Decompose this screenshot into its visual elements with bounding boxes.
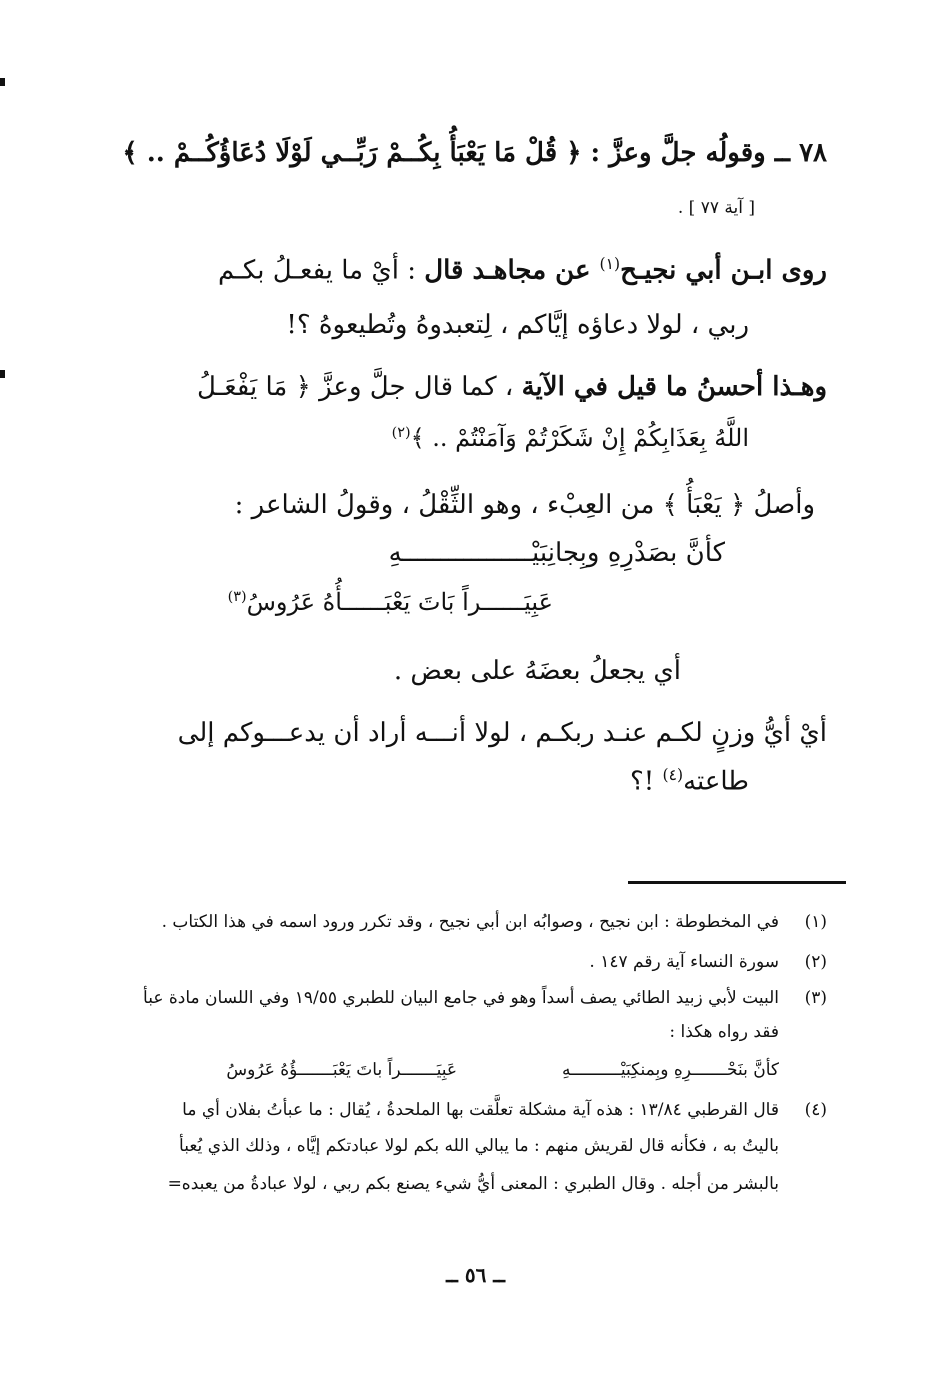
footnote-4-line-2: باليتُ به ، فكأنه قال لقريش منهم : ما يبالي الله بكم لولا عبادتكم إيَّاه ، وذلك الذي يُعبأ (179, 1136, 779, 1156)
footnote-2-number: (٢) (804, 952, 827, 972)
footnote-4-line-1: قال القرطبي ١٣/٨٤ : هذه آية مشكلة تعلَّقت بها الملحدةُ ، يُقال : ما عبأتُ بفلان أي ما (182, 1100, 779, 1120)
footnote-ref: (١) (599, 255, 621, 273)
footnote-4-number: (٤) (804, 1100, 827, 1120)
paragraph-text: : أيْ ما يفعـلُ بكـم (217, 255, 425, 286)
footnote-1-number: (١) (804, 912, 827, 932)
footnote-ref: (٢) (391, 425, 411, 441)
paragraph-1-line-2: ربي ، لولا دعاؤه إيَّاكم ، لِتعبدوهُ وتُطيعوهُ ؟! (286, 310, 749, 340)
footnote-separator (628, 881, 846, 884)
footnote-ref: (٤) (662, 766, 684, 784)
page-number: ــ ٥٦ ــ (446, 1263, 505, 1287)
paragraph-text: !؟ (629, 766, 663, 797)
poem-text: عَبِيَــــــراً بَاتَ يَعْبَــــــأُهُ عَرُوسُ (246, 588, 553, 616)
heading-line-1: ٧٨ ــ وقولُه جلَّ وعزَّ : ﴿ قُلْ مَا يَعْبَأُ بِكُــمْ رَبِّــي لَوْلَا دُعَاؤُكُــمْ .. ﴾ (122, 138, 827, 168)
heading-line-2: [ آية ٧٧ ] . (677, 198, 755, 218)
margin-mark (0, 370, 5, 378)
paragraph-2-line-1 (197, 372, 827, 402)
source-text: عن مجاهـد قال (424, 255, 600, 286)
paragraph-4-line-2 (630, 766, 749, 797)
poem-verse-2 (228, 588, 553, 616)
footnote-3-verse-b: عَبِيَـــــــراً باتَ يَعْبَـــــــؤُهُ عَرُوسُ (226, 1060, 457, 1080)
paragraph-2-line-2 (392, 424, 749, 452)
footnote-4-line-3: بالبشر من أجله . وقال الطبري : المعنى أيُّ شيء يصنع بكم ربي ، لولا عبادةُ من يعبده= (167, 1174, 779, 1194)
paragraph-1-line-1 (218, 255, 827, 286)
paragraph-3-line-1: وأصلُ ﴿ يَعْبَأُ ﴾ من العِبْء ، وهو الثِّقْلُ ، وقولُ الشاعر : (234, 490, 815, 520)
footnote-ref: (٣) (227, 589, 247, 605)
emphasis-text: وهـذا أحسنُ ما قيل في الآية (521, 372, 827, 402)
paragraph-text: ، كما قال جلَّ وعزَّ ﴿ مَا يَفْعَـلُ (196, 372, 522, 402)
footnote-3-verse-a: كأنَّ بنَحْـــــــرِهِ وبِمنكِبَيْــــــــــهِ (561, 1060, 779, 1080)
footnote-3-number: (٣) (804, 988, 827, 1008)
footnote-1-text: في المخطوطة : ابن نجيح ، وصوابُه ابن أبي نجيح ، وقد تكرر ورود اسمه في هذا الكتاب . (161, 912, 779, 932)
paragraph-text: طاعته (683, 766, 749, 797)
paragraph-4-line-1: أيْ أيُّ وزنٍ لكـم عنـد ربكـم ، لولا أنـــه أراد أن يدعـــوكم إلى (177, 718, 827, 748)
quran-verse: اللَّهُ بِعَذَابِكُمْ إِنْ شَكَرْتُمْ وَآمَنْتُمْ .. ﴾ (410, 424, 749, 452)
footnote-2-text: سورة النساء آية رقم ١٤٧ . (589, 952, 779, 972)
footnote-3-line-1: البيت لأبي زبيد الطائي يصف أسداً وهو في جامع البيان للطبري ١٩/٥٥ وفي اللسان مادة عبأ (143, 988, 779, 1008)
margin-mark (0, 78, 5, 86)
footnote-3-line-2: فقد رواه هكذا : (669, 1022, 779, 1042)
paragraph-3-line-2: أي يجعلُ بعضَهُ على بعض . (393, 656, 681, 686)
poem-verse-1: كأنَّ بصَدْرِهِ وبِجانِبَيْـــــــــــــــــهِ (388, 538, 725, 568)
narrator-text: روى ابـن أبي نجيـح (620, 255, 827, 286)
